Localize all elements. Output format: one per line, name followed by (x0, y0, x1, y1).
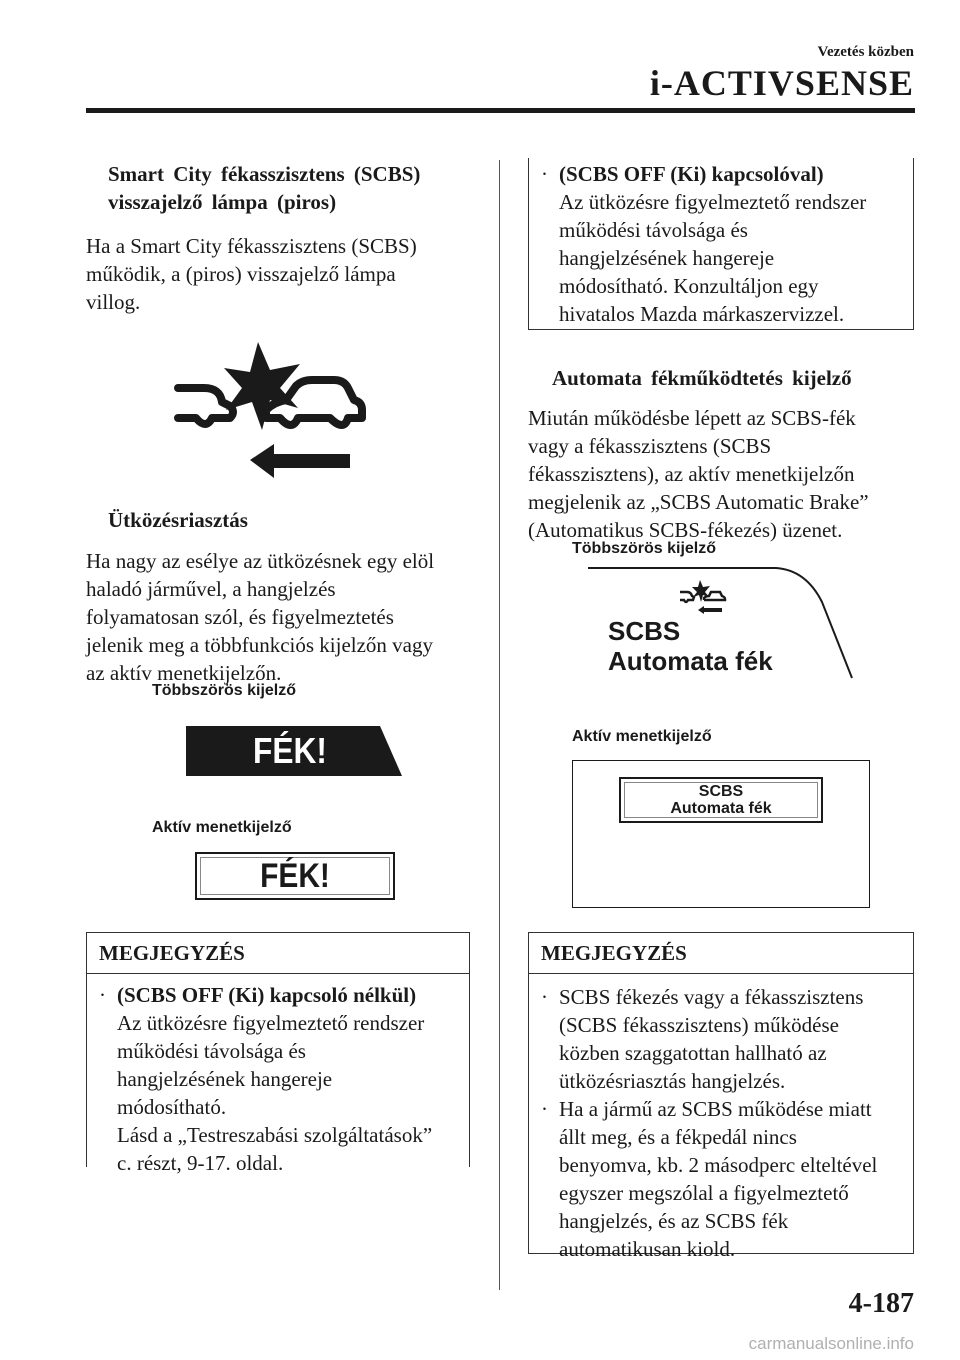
column-divider (499, 160, 500, 1290)
bullet-dot: · (99, 983, 106, 1007)
multi-display-message: SCBS Automata fék (608, 616, 773, 676)
heading-scbs-lamp: Smart City fékasszisztens (SCBS) visszajelző lámpa (piros) (108, 162, 421, 214)
brake-warning-active-display (195, 852, 395, 900)
page-number: 4-187 (848, 1288, 914, 1319)
note-bullet: · (SCBS OFF (Ki) kapcsolóval) Az ütközésre figyelmeztető rendszer működési távolsága és hangjelzésének hangereje módosítható. Konzultáljon egy hivatalos Mazda márkaszervizzel. (541, 162, 867, 326)
note-box-left (86, 932, 470, 1175)
section-title: Vezetés közben (817, 44, 914, 60)
bullet-dot: · (541, 985, 548, 1009)
paragraph-scbs-lamp: Ha a Smart City fékasszisztens (SCBS) működik, a (piros) visszajelző lámpa villog. (86, 234, 417, 314)
header-rule (86, 108, 915, 113)
note-title: MEGJEGYZÉS (541, 941, 687, 965)
bullet-dot: · (541, 1097, 548, 1121)
note-bullet: · (SCBS OFF (Ki) kapcsoló nélkül) Az ütközésre figyelmeztető rendszer működési távolsága és hangjelzésének hangereje módosítható. Lásd a „Testreszabási szolgáltatások” c. részt, 9-17. oldal. (99, 983, 433, 1175)
note-rule (87, 973, 469, 974)
heading-auto-brake: Automata fékműködtetés kijelző (552, 366, 852, 390)
note-bullet-2: · Ha a jármű az SCBS működése miatt állt meg, és a fékpedál nincs benyomva, kb. 2 másodperc elteltével egyszer megszólal a figyelmeztető hangjelzés, és az SCBS fék automatikusan kiold. (541, 1097, 878, 1261)
label-active-display: Aktív menetkijelző (152, 819, 292, 836)
note-box-right-continued (528, 158, 914, 330)
label-active-display-right: Aktív menetkijelző (572, 728, 712, 745)
paragraph-auto-brake: Miután működésbe lépett az SCBS-fék vagy a fékasszisztens (SCBS fékasszisztens), az aktív menetkijelzőn megjelenik az „SCBS Automatic Brake” (Automatikus SCBS-fékezés) üzenet. (528, 406, 869, 542)
note-bullets (541, 983, 905, 1263)
brake-text-multi: FÉK! (253, 730, 327, 771)
note-bullet-1: · SCBS fékezés vagy a fékasszisztens (SCBS fékasszisztens) működése közben szaggatottan hallható az ütközésriasztás hangjelzés. (541, 985, 864, 1093)
label-multi-display-right: Többszörös kijelző (572, 540, 717, 557)
note-rule (529, 973, 913, 974)
watermark: carmanualsonline.info (748, 1334, 914, 1353)
heading-collision-alarm: Ütközésriasztás (108, 508, 248, 532)
active-display-banner (619, 777, 823, 823)
chapter-title: i-ACTIVSENSE (649, 63, 914, 103)
brake-warning-multi-display (186, 726, 402, 776)
label-multi-display: Többszörös kijelző (152, 682, 297, 699)
collision-warning-small-icon (678, 580, 728, 614)
brake-text-active: FÉK! (260, 856, 330, 895)
note-box-right (528, 932, 914, 1261)
active-display-message: SCBS Automata fék (670, 783, 772, 817)
paragraph-collision-alarm: Ha nagy az esélye az ütközésnek egy elöl haladó járművel, a hangjelzés folyamatosan szól, és figyelmeztetés jelenik meg a többfunkciós kijelzőn vagy az aktív menetkijelzőn. (86, 549, 435, 685)
collision-warning-icon (170, 338, 370, 478)
note-title: MEGJEGYZÉS (99, 941, 245, 965)
active-display-frame (572, 760, 870, 908)
bullet-dot: · (541, 162, 548, 186)
